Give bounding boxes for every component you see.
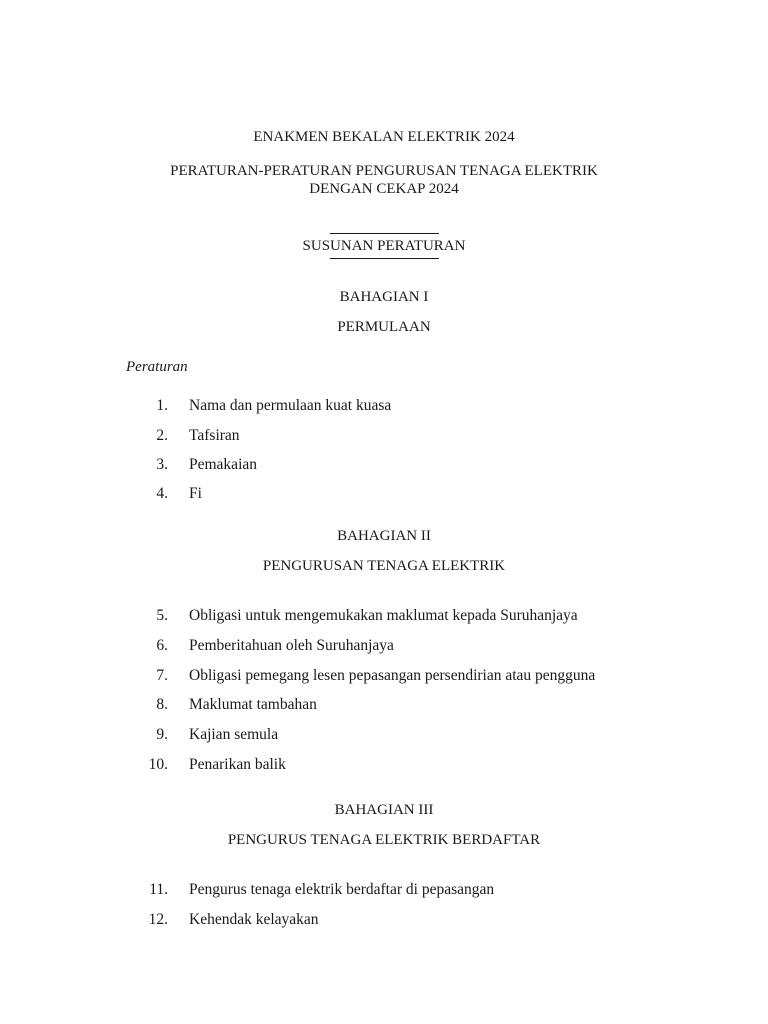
item-number: 8. (156, 696, 168, 713)
item-text: Kehendak kelayakan (189, 911, 319, 928)
item-text: Obligasi untuk mengemukakan maklumat kepada Suruhanjaya (189, 607, 578, 624)
part-1-number: BAHAGIAN I (339, 289, 429, 305)
item-number: 2. (156, 427, 168, 444)
column-label: Peraturan (126, 359, 188, 375)
item-number: 3. (156, 456, 168, 473)
item-number: 7. (156, 667, 168, 684)
list-item (0, 696, 768, 718)
list-item (0, 667, 768, 689)
top-divider (330, 233, 439, 234)
part-2-number: BAHAGIAN II (337, 528, 431, 544)
item-number: 6. (156, 637, 168, 654)
document-subtitle-line1: PERATURAN-PERATURAN PENGURUSAN TENAGA ELEKTRIK (170, 163, 598, 179)
part-1-name: PERMULAAN (337, 319, 431, 335)
item-text: Kajian semula (189, 726, 279, 743)
part-3-name: PENGURUS TENAGA ELEKTRIK BERDAFTAR (227, 832, 541, 848)
item-text: Tafsiran (189, 427, 240, 444)
list-item (0, 607, 768, 629)
list-item (0, 911, 768, 933)
item-number: 5. (156, 607, 168, 624)
list-item (0, 726, 768, 748)
item-number: 9. (156, 726, 168, 743)
list-item (0, 456, 768, 478)
list-item (0, 756, 768, 778)
item-number: 12. (148, 911, 168, 928)
list-item (0, 637, 768, 659)
list-item (0, 427, 768, 449)
item-text: Maklumat tambahan (189, 696, 317, 713)
item-number: 1. (156, 397, 168, 414)
bottom-divider (330, 258, 439, 259)
arrangement-heading: SUSUNAN PERATURAN (302, 238, 466, 254)
item-text: Fi (189, 485, 202, 502)
item-number: 10. (148, 756, 168, 773)
list-item (0, 881, 768, 903)
item-text: Pemberitahuan oleh Suruhanjaya (189, 637, 394, 654)
document-subtitle-line2: DENGAN CEKAP 2024 (309, 181, 459, 197)
item-text: Pemakaian (189, 456, 258, 473)
item-text: Obligasi pemegang lesen pepasangan persendirian atau pengguna (189, 667, 596, 684)
list-item (0, 397, 768, 419)
item-text: Nama dan permulaan kuat kuasa (189, 397, 392, 414)
item-number: 4. (156, 485, 168, 502)
item-number: 11. (149, 881, 168, 898)
part-3-number: BAHAGIAN III (334, 802, 434, 818)
item-text: Penarikan balik (189, 756, 286, 773)
document-title: ENAKMEN BEKALAN ELEKTRIK 2024 (253, 129, 515, 145)
list-item (0, 485, 768, 507)
part-2-name: PENGURUSAN TENAGA ELEKTRIK (262, 558, 506, 574)
item-text: Pengurus tenaga elektrik berdaftar di pepasangan (189, 881, 495, 898)
